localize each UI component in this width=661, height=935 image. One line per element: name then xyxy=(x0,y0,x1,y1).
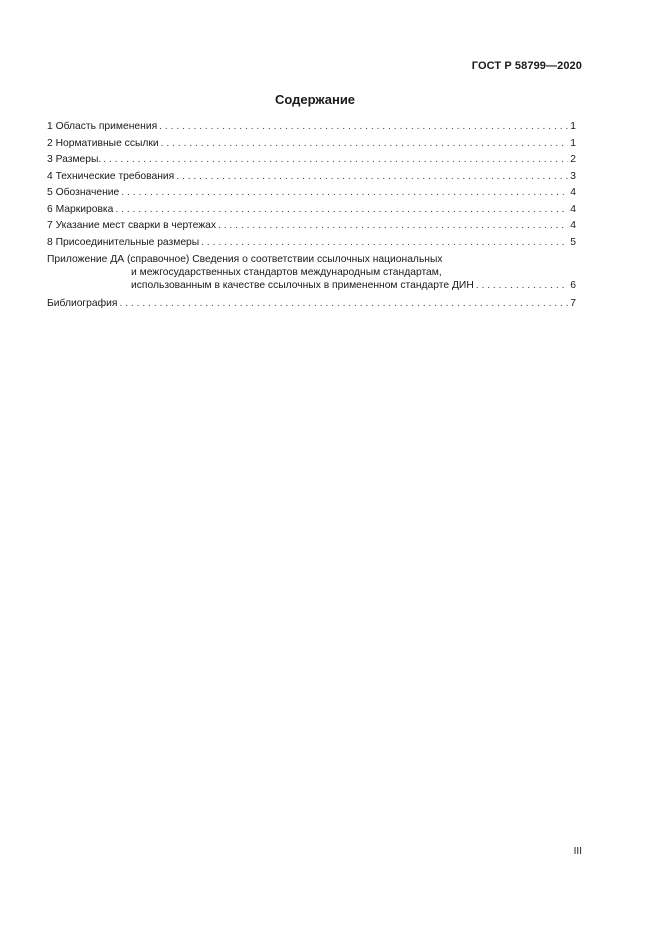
toc-entry-appendix-da[interactable] xyxy=(47,251,576,296)
toc-entry-normative-references[interactable] xyxy=(47,136,576,153)
toc-entry-page: 6 xyxy=(570,280,576,291)
toc-entry-label: Библиография xyxy=(47,298,118,309)
toc-entry-designation[interactable] xyxy=(47,185,576,202)
toc-dot-leader xyxy=(115,202,568,219)
toc-entry-label: 7 Указание мест сварки в чертежах xyxy=(47,220,216,231)
document-code: ГОСТ Р 58799—2020 xyxy=(471,60,582,72)
toc-entry-label: 2 Нормативные ссылки xyxy=(47,137,159,149)
toc-entry-page: 5 xyxy=(570,236,576,248)
toc-dot-leader xyxy=(218,218,568,235)
toc-entry-page: 7 xyxy=(570,298,576,309)
toc-entry-page: 3 xyxy=(570,170,576,182)
toc-entry-label: 3 Размеры. xyxy=(47,154,102,165)
toc-entry-label: 5 Обозначение xyxy=(47,187,120,198)
appendix-title-continuation: использованным в качестве ссылочных в примененном стандарте ДИН xyxy=(131,280,474,291)
appendix-title-line: Приложение ДА (справочное) Сведения о соответствии ссылочных национальных xyxy=(47,254,443,265)
table-of-contents xyxy=(47,119,576,313)
toc-dot-leader xyxy=(176,169,568,186)
toc-entry-page: 4 xyxy=(570,220,576,231)
toc-entry-page: 1 xyxy=(570,137,576,149)
toc-entry-page: 2 xyxy=(570,154,576,165)
toc-entry-connection-dimensions[interactable] xyxy=(47,235,576,252)
toc-title: Содержание xyxy=(274,92,356,107)
toc-entry-label: 1 Область применения xyxy=(47,121,158,132)
toc-entry-dimensions[interactable] xyxy=(47,152,576,169)
toc-entry-bibliography[interactable] xyxy=(47,296,576,313)
toc-entry-page: 1 xyxy=(570,121,576,132)
toc-entry-label: 4 Технические требования xyxy=(47,170,175,182)
toc-entry-welding-locations[interactable] xyxy=(47,218,576,235)
toc-dot-leader xyxy=(159,119,568,136)
toc-entry-label: 8 Присоединительные размеры xyxy=(47,236,200,248)
toc-dot-leader xyxy=(161,136,569,153)
toc-entry-technical-requirements[interactable] xyxy=(47,169,576,186)
toc-dot-leader xyxy=(121,185,568,202)
toc-entry-page: 4 xyxy=(570,187,576,198)
toc-entry-page: 4 xyxy=(570,203,576,215)
toc-entry-marking[interactable] xyxy=(47,202,576,219)
toc-dot-leader xyxy=(201,235,568,252)
toc-entry-label: 6 Маркировка xyxy=(47,203,114,215)
page-number: III xyxy=(573,846,582,857)
toc-dot-leader xyxy=(476,279,569,292)
toc-entry-scope[interactable] xyxy=(47,119,576,136)
toc-dot-leader xyxy=(103,152,568,169)
toc-dot-leader xyxy=(119,296,568,313)
appendix-title-continuation: и межгосударственных стандартов международным стандартам, xyxy=(131,267,442,278)
